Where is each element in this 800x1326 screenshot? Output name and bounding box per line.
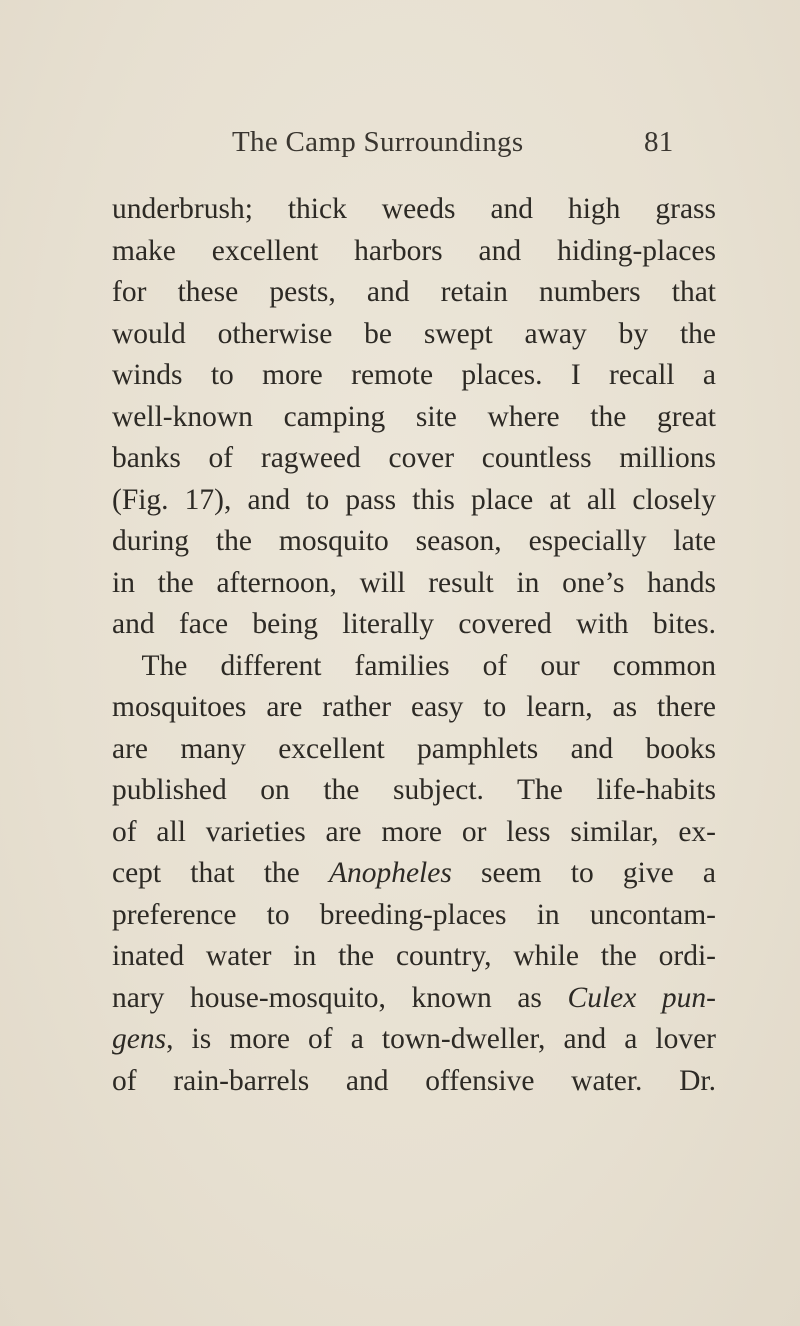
text-line bbox=[112, 687, 716, 729]
italic-term: Anopheles bbox=[328, 857, 452, 889]
text-segment: banks of ragweed cover countless millions bbox=[112, 442, 716, 474]
text-line bbox=[112, 895, 716, 937]
text-segment: make excellent harbors and hiding-places bbox=[112, 234, 716, 267]
text-line bbox=[112, 563, 716, 605]
italic-term: Culex pun- bbox=[567, 981, 716, 1014]
text-segment: inated water in the country, while the ordi- bbox=[112, 940, 716, 972]
text-segment: mosquitoes are rather easy to learn, as there bbox=[112, 691, 716, 723]
text-segment: (Fig. 17), and to pass this place at all closely bbox=[112, 483, 716, 516]
text-line bbox=[112, 355, 716, 397]
text-segment: nary house-mosquito, known as bbox=[112, 981, 568, 1014]
text-segment: The different families of our common bbox=[112, 649, 716, 682]
text-line bbox=[112, 646, 716, 688]
text-line bbox=[112, 397, 716, 439]
text-segment: well-known camping site where the great bbox=[112, 400, 716, 433]
text-line bbox=[112, 812, 716, 854]
text-line bbox=[112, 231, 716, 273]
text-line bbox=[112, 314, 716, 356]
text-segment: during the mosquito season, especially late bbox=[112, 525, 716, 557]
text-segment: are many excellent pamphlets and books bbox=[112, 732, 716, 765]
text-segment: cept that the bbox=[112, 857, 329, 889]
text-segment: winds to more remote places. I recall a bbox=[112, 359, 716, 391]
text-line bbox=[112, 1019, 716, 1061]
text-segment: and face being literally covered with bites. bbox=[112, 608, 716, 640]
text-line bbox=[112, 1061, 716, 1103]
running-head bbox=[232, 126, 692, 166]
text-line bbox=[112, 480, 716, 522]
text-segment: underbrush; thick weeds and high grass bbox=[112, 193, 716, 225]
italic-term: gens bbox=[112, 1023, 167, 1055]
body-text bbox=[112, 189, 716, 1102]
text-line bbox=[112, 521, 716, 563]
text-line bbox=[112, 438, 716, 480]
text-segment: for these pests, and retain numbers that bbox=[112, 276, 716, 308]
text-segment: of all varieties are more or less similar, ex- bbox=[112, 815, 716, 848]
text-line bbox=[112, 189, 716, 231]
text-line bbox=[112, 770, 716, 812]
text-line bbox=[112, 936, 716, 978]
text-line bbox=[112, 853, 716, 895]
text-segment: of rain-barrels and offensive water. Dr. bbox=[112, 1064, 716, 1097]
text-segment: would otherwise be swept away by the bbox=[112, 317, 716, 350]
page-number: 81 bbox=[644, 126, 674, 158]
text-segment: seem to give a bbox=[451, 857, 716, 889]
text-segment: preference to breeding-places in uncontam- bbox=[112, 898, 716, 931]
text-line bbox=[112, 978, 716, 1020]
text-segment: in the afternoon, will result in one’s hands bbox=[112, 566, 716, 599]
text-line bbox=[112, 729, 716, 771]
text-line bbox=[112, 604, 716, 646]
running-head-title: The Camp Surroundings bbox=[232, 126, 524, 158]
text-segment: , is more of a town-dweller, and a lover bbox=[166, 1023, 716, 1055]
text-line bbox=[112, 272, 716, 314]
text-segment: published on the subject. The life-habits bbox=[112, 774, 716, 806]
